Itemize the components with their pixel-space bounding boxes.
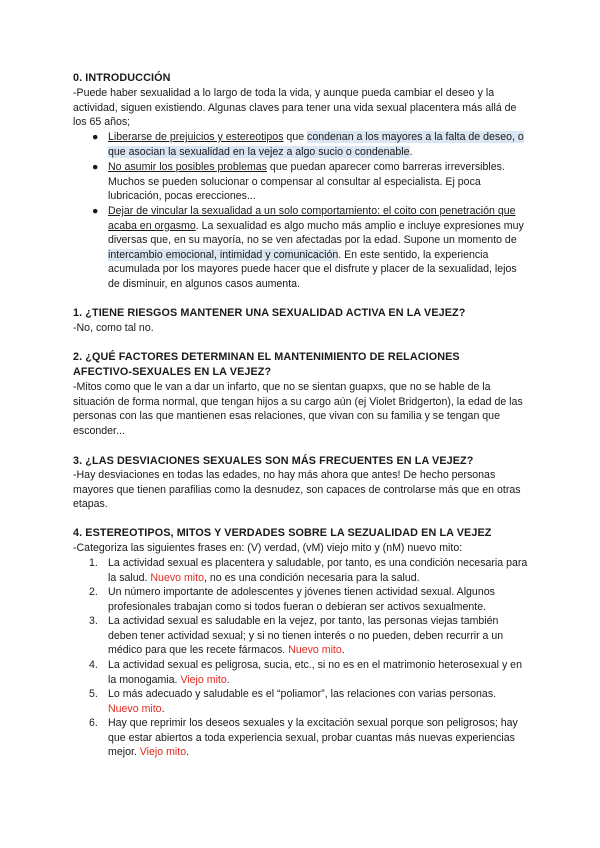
list-number: 2. [89, 586, 98, 598]
section-heading-3: 3. ¿LAS DESVIACIONES SEXUALES SON MÁS FRECUENTES EN LA VEJEZ? [73, 455, 474, 467]
item-6-answer: Viejo mito [139, 746, 187, 759]
bullet-1-plain: que [283, 131, 308, 143]
bullet-icon: ● [92, 131, 99, 143]
bullet-2-plain: que puedan aparecer como barreras irreversibles. Muchos se pueden solucionar o compensar al consultar al especialista. Ej poca lubricación, pocas erecciones... [108, 161, 505, 203]
list-number: 1. [89, 557, 98, 569]
section-heading-intro: 0. INTRODUCCIÓN [73, 72, 171, 84]
list-item-4 [108, 658, 528, 687]
section-4-intro: -Categoriza las siguientes frases en: (V) verdad, (vM) viejo mito y (nM) nuevo mito: [73, 542, 463, 554]
intro-bullet-3 [108, 204, 528, 292]
list-number: 5. [89, 688, 98, 700]
item-1-answer: Nuevo mito [150, 571, 204, 584]
bullet-3-plain: . La sexualidad es algo mucho más amplio e incluye expresiones muy diversas que, en su mayoría, no se ven afectadas por la edad. Supone un momento de [108, 219, 524, 247]
item-1-text: La actividad sexual es placentera y saludable, por tanto, es una condición necesaria para la salud. [108, 557, 528, 584]
bullet-3-highlight: intercambio emocional, intimidad y comunicación [108, 248, 339, 261]
intro-paragraph: -Puede haber sexualidad a lo largo de toda la vida, y aunque pueda cambiar el deseo y la actividad, siguen existiendo. Algunas claves para tener una vida sexual placentera más allá de los 65 años; [73, 87, 517, 129]
list-item-2 [108, 585, 528, 614]
bullet-icon: ● [92, 161, 99, 173]
bullet-1-highlight: condenan a los mayores a la falta de deseo, o que asocian la sexualidad en la vejez a algo sucio o condenable [108, 131, 524, 158]
section-2-text: -Mitos como que le van a dar un infarto, que no se sientan guapxs, que no se hable de la situación de forma normal, que tengan hijos a su cargo aún (ej Violet Bridgerton), la edad de las personas con las que mantienen esas relaciones, que vivan con su familia y se tengan que esconder... [73, 381, 523, 437]
bullet-3-tail: . En este sentido, la experiencia acumulada por los mayores puede hacer que el disfrute y placer de la sexualidad, lejos de disminuir, en algunos casos aumenta. [108, 248, 517, 290]
list-number: 6. [89, 717, 98, 729]
bullet-3-underlined: Dejar de vincular la sexualidad a un solo comportamiento: el coito con penetración que acaba en orgasmo [108, 205, 516, 232]
item-3-answer: Nuevo mito [288, 644, 342, 657]
item-1-after: , no es una condición necesaria para la salud. [204, 571, 420, 584]
item-5-text: Lo más adecuado y saludable es el “poliamor”, las relaciones con varias personas. [108, 688, 497, 700]
section-3-text: -Hay desviaciones en todas las edades, no hay más ahora que antes! De hecho personas mayores que tienen parafilias como la desnudez, son capaces de controlarse más que en otras etapas. [73, 469, 521, 511]
item-4-answer: Viejo mito [180, 673, 227, 686]
section-heading-2: 2. ¿QUÉ FACTORES DETERMINAN EL MANTENIMIENTO DE RELACIONES AFECTIVO-SEXUALES EN LA VEJEZ? [73, 351, 460, 378]
item-3-text: La actividad sexual es saludable en la vejez, por tanto, las personas viejas también deben tener actividad sexual; y si no tienen interés o no pueden, deben recurrir a un médico para que les recete fármacos. [108, 615, 504, 657]
section-heading-4: 4. ESTEREOTIPOS, MITOS Y VERDADES SOBRE LA SEZUALIDAD EN LA VEJEZ [73, 527, 492, 539]
list-item-5 [108, 687, 528, 716]
list-number: 3. [89, 615, 98, 627]
item-3-after: . [341, 644, 345, 657]
item-5-after: . [161, 702, 165, 715]
item-6-after: . [186, 746, 190, 759]
bullet-1-tail: . [409, 145, 413, 158]
bullet-icon: ● [92, 205, 99, 217]
section-1-text: -No, como tal no. [73, 322, 154, 334]
item-2-text: Un número importante de adolescentes y jóvenes tienen actividad sexual. Algunos profesionales trabajan como si todos fueran o debieran ser activos sexualmente. [108, 586, 495, 613]
item-4-text: La actividad sexual es peligrosa, sucia, etc., si no es en el matrimonio heterosexual y en la monogamia. [108, 659, 522, 686]
item-5-answer: Nuevo mito [108, 702, 162, 715]
bullet-1-underlined: Liberarse de prejuicios y estereotipos [108, 131, 284, 143]
intro-bullet-2 [108, 160, 528, 204]
bullet-2-underlined: No asumir los posibles problemas [108, 161, 267, 173]
item-6-text: Hay que reprimir los deseos sexuales y la excitación sexual porque son peligrosos; hay que estar abiertos a toda experiencia sexual, probar cuantas más nuevas experiencias mejor. [108, 717, 518, 759]
item-4-after: . [226, 673, 230, 686]
list-item-3 [108, 614, 528, 658]
intro-bullet-1 [108, 130, 528, 159]
list-item-6 [108, 716, 528, 760]
list-item-1 [108, 556, 528, 585]
list-number: 4. [89, 659, 98, 671]
section-heading-1: 1. ¿TIENE RIESGOS MANTENER UNA SEXUALIDAD ACTIVA EN LA VEJEZ? [73, 307, 466, 319]
